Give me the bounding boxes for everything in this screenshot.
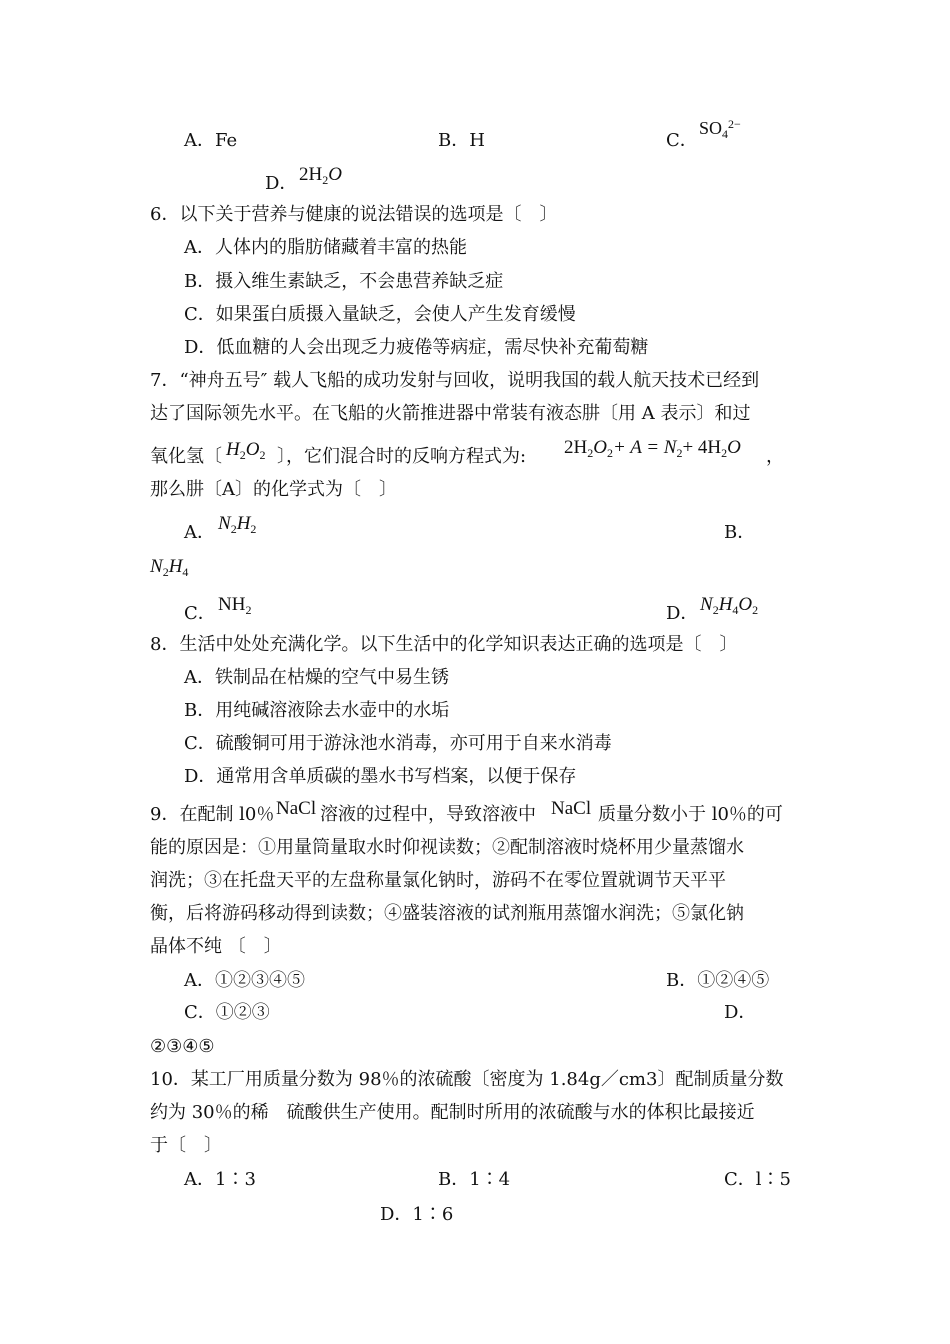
q9-line5: 晶体不纯 〔 〕 bbox=[150, 936, 282, 957]
q7-stem-line4: 那么肼〔A〕的化学式为〔 〕 bbox=[150, 479, 397, 500]
q7-option-a-label: A． bbox=[184, 522, 215, 543]
q8-stem: 8．生活中处处充满化学。以下生活中的化学知识表达正确的选项是〔 〕 bbox=[150, 634, 738, 655]
q9-line1-a: 9．在配制 l0％ bbox=[150, 804, 275, 825]
q9-line2: 能的原因是：①用量筒量取水时仰视读数；②配制溶液时烧杯用少量蒸馏水 bbox=[150, 837, 744, 858]
q5-option-c-formula: $SO_4^{2-}$ bbox=[699, 117, 741, 141]
q5-option-c-label: C． bbox=[666, 130, 698, 151]
q9-line4: 衡，后将游码移动得到读数；④盛装溶液的试剂瓶用蒸馏水润洗；⑤氯化钠 bbox=[150, 903, 744, 924]
q10-stem-line1: 10．某工厂用质量分数为 98％的浓硫酸〔密度为 1.84g／cm3〕配制质量分数 bbox=[150, 1069, 784, 1090]
q7-option-a-formula: $N_2H_2$ bbox=[218, 513, 257, 536]
q9-option-a: A．①②③④⑤ bbox=[184, 970, 305, 991]
q9-nacl-1: NaCl bbox=[276, 798, 317, 819]
q6-option-b: B．摄入维生素缺乏，不会患营养缺乏症 bbox=[184, 271, 504, 292]
q6-stem: 6．以下关于营养与健康的说法错误的选项是〔 〕 bbox=[150, 204, 558, 225]
q7-option-c-formula: $NH_2$ bbox=[218, 594, 252, 617]
q9-option-d-label: D． bbox=[724, 1002, 757, 1023]
q10-option-d: D．1∶6 bbox=[380, 1204, 454, 1225]
q5-option-d-formula: $2H_2O$ bbox=[299, 164, 342, 187]
q10-option-c: C．l∶5 bbox=[724, 1169, 791, 1190]
q9-option-d-value: ②③④⑤ bbox=[150, 1036, 215, 1057]
q9-nacl-2: NaCl bbox=[551, 798, 592, 819]
q9-option-c: C．①②③ bbox=[184, 1002, 270, 1023]
q9-line1-b: 溶液的过程中，导致溶液中 bbox=[320, 804, 536, 825]
q10-option-b: B．1∶4 bbox=[438, 1169, 511, 1190]
q7-option-b-label: B． bbox=[724, 522, 756, 543]
q10-stem-line2: 约为 30％的稀 硫酸供生产使用。配制时所用的浓硫酸与水的体积比最接近 bbox=[150, 1102, 755, 1123]
q7-option-d-label: D． bbox=[666, 603, 699, 624]
q10-option-a: A．1∶3 bbox=[184, 1169, 256, 1190]
q7-stem-line3-mid: 〕，它们混合时的反响方程式为: bbox=[277, 446, 527, 467]
q5-option-d-label: D． bbox=[265, 173, 298, 194]
q7-option-b-formula: $N_2H_4$ bbox=[150, 556, 189, 579]
q9-option-b: B．①②④⑤ bbox=[666, 970, 770, 991]
q7-h2o2-formula: $H_2O_2$ bbox=[226, 439, 266, 462]
q5-option-a: A．Fe bbox=[184, 130, 238, 151]
q9-line3: 润洗；③在托盘天平的左盘称量氯化钠时，游码不在零位置就调节天平平 bbox=[150, 870, 726, 891]
q7-option-d-formula: $N_2H_4O_2$ bbox=[700, 594, 759, 617]
q8-option-b: B．用纯碱溶液除去水壶中的水垢 bbox=[184, 700, 450, 721]
q5-option-b: B．H bbox=[438, 130, 485, 151]
q7-stem-line1: 7．“神舟五号″ 载人飞船的成功发射与回收，说明我国的载人航天技术已经到 bbox=[150, 370, 760, 391]
q8-option-c: C．硫酸铜可用于游泳池水消毒，亦可用于自来水消毒 bbox=[184, 733, 612, 754]
q8-option-a: A．铁制品在枯燥的空气中易生锈 bbox=[184, 667, 449, 688]
q6-option-a: A．人体内的脂肪储藏着丰富的热能 bbox=[184, 237, 467, 258]
q6-option-d: D．低血糖的人会出现乏力疲倦等病症，需尽快补充葡萄糖 bbox=[184, 337, 649, 358]
q7-stem-line3-pre: 氧化氢〔 bbox=[150, 446, 222, 467]
q10-stem-line3: 于〔 〕 bbox=[150, 1135, 222, 1156]
q8-option-d: D．通常用含单质碳的墨水书写档案，以便于保存 bbox=[184, 766, 577, 787]
q7-stem-line2: 达了国际领先水平。在飞船的火箭推进器中常装有液态肼〔用 A 表示〕和过 bbox=[150, 403, 751, 424]
q7-reaction-equation: $2H_2O_2+ A = N_2+ 4H_2O$ bbox=[564, 437, 741, 460]
q7-option-c-label: C． bbox=[184, 603, 216, 624]
q9-line1-c: 质量分数小于 l0％的可 bbox=[598, 804, 783, 825]
q7-stem-line3-end: ， bbox=[766, 446, 784, 467]
q6-option-c: C．如果蛋白质摄入量缺乏，会使人产生发育缓慢 bbox=[184, 304, 576, 325]
